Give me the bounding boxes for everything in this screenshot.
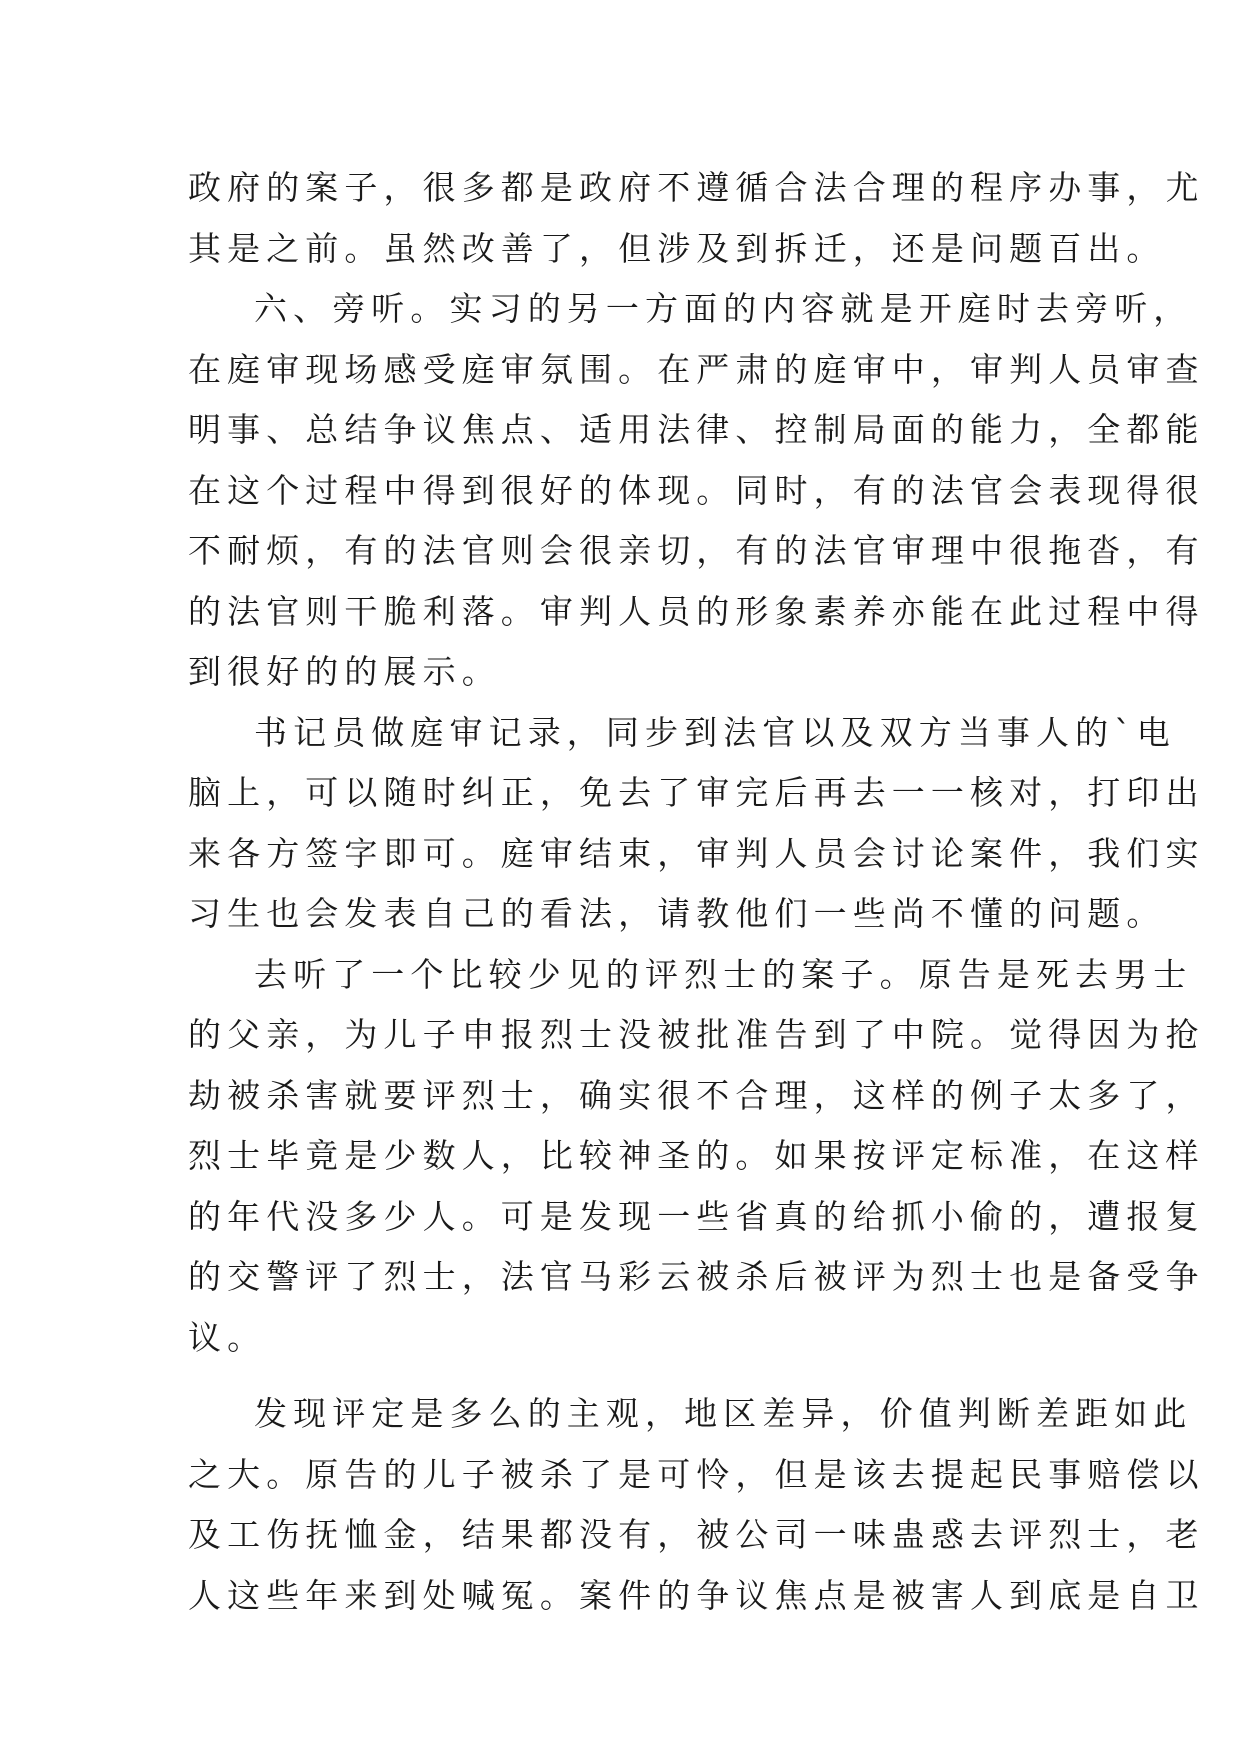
paragraph-3 [188, 703, 1205, 945]
text-line: 习生也会发表自己的看法，请教他们一些尚不懂的问题。 [188, 894, 1166, 933]
text-line: 的交警评了烈士，法官马彩云被杀后被评为烈士也是备受争 [188, 1257, 1205, 1296]
text-line: 之大。原告的儿子被杀了是可怜，但是该去提起民事赔偿以 [188, 1454, 1205, 1494]
paragraph-1 [188, 158, 1205, 279]
text-line: 及工伤抚恤金，结果都没有，被公司一味蛊惑去评烈士，老 [188, 1515, 1205, 1554]
text-line: 议。 [188, 1317, 267, 1357]
text-line: 发现评定是多么的主观，地区差异，价值判断差距如此 [254, 1394, 1193, 1433]
paragraph-2 [188, 279, 1205, 703]
text-line: 的父亲，为儿子申报烈士没被批准告到了中院。觉得因为抢 [188, 1015, 1205, 1054]
text-line: 去听了一个比较少见的评烈士的案子。原告是死去男士 [254, 954, 1193, 994]
text-line: 其是之前。虽然改善了，但涉及到拆迁，还是问题百出。 [188, 228, 1166, 268]
document-body [188, 158, 1205, 1626]
text-line: 烈士毕竟是少数人，比较神圣的。如果按评定标准，在这样 [188, 1136, 1205, 1175]
text-line: 在庭审现场感受庭审氛围。在严肃的庭审中，审判人员审查 [188, 349, 1205, 389]
text-line: 到很好的的展示。 [188, 652, 501, 691]
text-line: 六、旁听。实习的另一方面的内容就是开庭时去旁听， [254, 289, 1193, 328]
paragraph-spacer [188, 1368, 1060, 1384]
text-line: 劫被杀害就要评烈士，确实很不合理，这样的例子太多了， [188, 1075, 1205, 1115]
text-line: 政府的案子，很多都是政府不遵循合法合理的程序办事，尤 [188, 168, 1205, 207]
paragraph-5 [188, 1384, 1205, 1626]
text-line: 来各方签字即可。庭审结束，审判人员会讨论案件，我们实 [188, 833, 1205, 873]
text-line: 明事、总结争议焦点、适用法律、控制局面的能力，全都能 [188, 410, 1205, 449]
text-line: 的法官则干脆利落。审判人员的形象素养亦能在此过程中得 [188, 591, 1205, 631]
text-line: 在这个过程中得到很好的体现。同时，有的法官会表现得很 [188, 470, 1205, 510]
text-line: 人这些年来到处喊冤。案件的争议焦点是被害人到底是自卫 [188, 1575, 1205, 1615]
text-line: 的年代没多少人。可是发现一些省真的给抓小偷的，遭报复 [188, 1196, 1205, 1236]
paragraph-4 [188, 945, 1205, 1369]
text-line: 不耐烦，有的法官则会很亲切，有的法官审理中很拖沓，有 [188, 531, 1205, 570]
text-line: 脑上，可以随时纠正，免去了审完后再去一一核对，打印出 [188, 773, 1205, 812]
text-line: 书记员做庭审记录，同步到法官以及双方当事人的`电 [254, 712, 1176, 752]
